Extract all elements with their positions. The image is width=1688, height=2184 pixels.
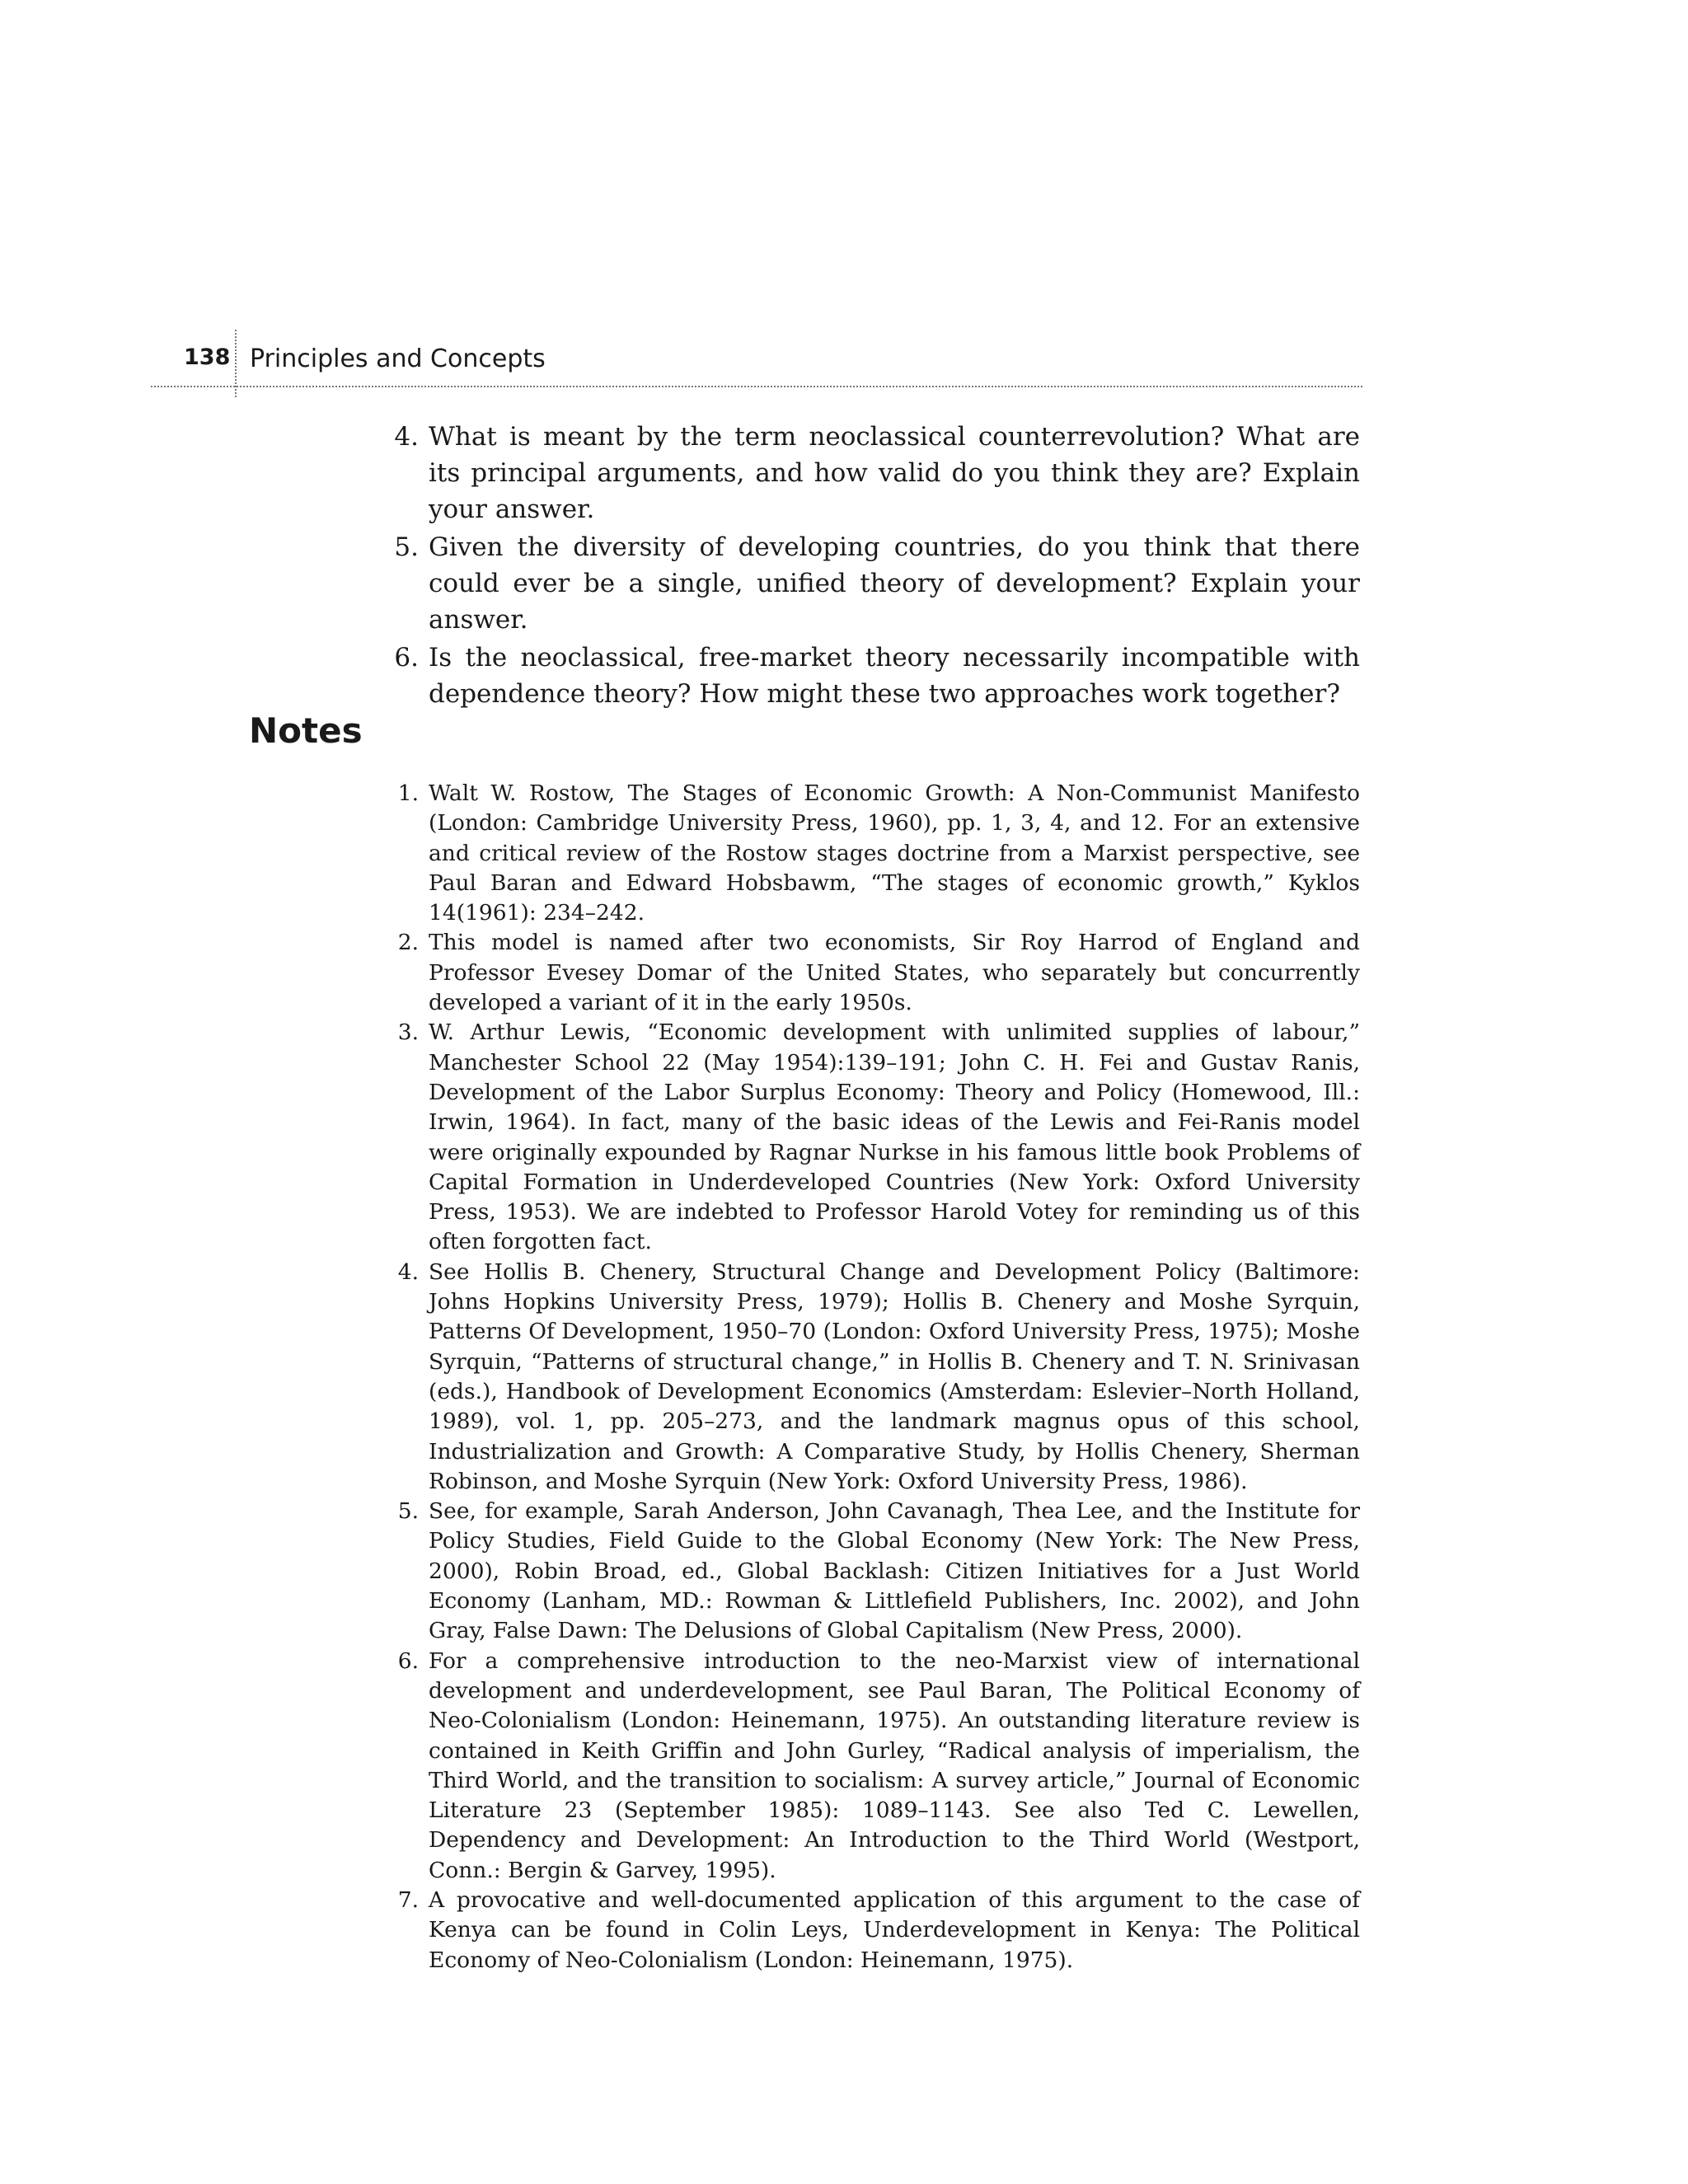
note-text: For a comprehensive introduction to the neo-Marxist view of international development and underdevelopment, see Paul Baran, The Political Economy of Neo-Colonialism (London: Heinemann, 1975). An outstanding literature review is contained in Keith Griffin and John Gurley, “Radical analysis of imperialism, the Third World, and the transition to socialism: A survey article,” Journal of Economic Literature 23 (September 1985): 1089–1143. See also Ted C. Lewellen, Dependency and Development: An Introduction to the Third World (Westport, Conn.: Bergin & Garvey, 1995).: [429, 1647, 1360, 1883]
note-text: See, for example, Sarah Anderson, John Cavanagh, Thea Lee, and the Institute for Policy Studies, Field Guide to the Global Economy (New York: The New Press, 2000), Robin Broad, ed., Global Backlash: Citizen Initiatives for a Just World Economy (Lanham, MD.: Rowman & Littlefield Publishers, Inc. 2002), and John Gray, False Dawn: The Delusions of Global Capitalism (New Press, 2000).: [429, 1498, 1360, 1644]
note-item: [387, 779, 1360, 928]
note-item: [387, 1018, 1360, 1257]
question-number: 5.: [394, 532, 419, 562]
note-item: [387, 928, 1360, 1018]
note-text: See Hollis B. Chenery, Structural Change and Development Policy (Baltimore: Johns Hopkins University Press, 1979); Hollis B. Chenery and Moshe Syrquin, Patterns Of Development, 1950–70 (London: Oxford University Press, 1975); Moshe Syrquin, “Patterns of structural change,” in Hollis B. Chenery and T. N. Srinivasan (eds.), Handbook of Development Economics (Amsterdam: Eslevier–North Holland, 1989), vol. 1, pp. 205–273, and the landmark magnus opus of this school, Industrialization and Growth: A Comparative Study, by Hollis Chenery, Sherman Robinson, and Moshe Syrquin (New York: Oxford University Press, 1986).: [429, 1258, 1360, 1494]
question-list: [387, 419, 1360, 714]
note-text: This model is named after two economists, Sir Roy Harrod of England and Professor Evesey Domar of the United States, who separately but concurrently developed a variant of it in the early 1950s.: [429, 930, 1360, 1016]
note-item: [387, 1497, 1360, 1646]
header-divider: [235, 330, 237, 397]
note-number: 4.: [397, 1258, 419, 1285]
question-item: [387, 529, 1360, 638]
question-item: [387, 640, 1360, 712]
notes-heading: Notes: [249, 710, 363, 751]
question-number: 6.: [394, 643, 419, 673]
note-item: [387, 1258, 1360, 1497]
note-number: 2.: [397, 930, 419, 956]
note-number: 3.: [397, 1019, 419, 1046]
note-text: A provocative and well-documented application of this argument to the case of Kenya can be found in Colin Leys, Underdevelopment in Kenya: The Political Economy of Neo-Colonialism (London: Heinemann, 1975).: [429, 1886, 1360, 1973]
note-item: [387, 1647, 1360, 1886]
note-number: 7.: [397, 1886, 419, 1913]
note-text: W. Arthur Lewis, “Economic development with unlimited supplies of labour,” Manchester School 22 (May 1954):139–191; John C. H. Fei and Gustav Ranis, Development of the Labor Surplus Economy: Theory and Policy (Homewood, Ill.: Irwin, 1964). In fact, many of the basic ideas of the Lewis and Fei-Ranis model were originally expounded by Ragnar Nurkse in his famous little book Problems of Capital Formation in Underdeveloped Countries (New York: Oxford University Press, 1953). We are indebted to Professor Harold Votey for reminding us of this often forgotten fact.: [429, 1019, 1360, 1255]
note-number: 1.: [397, 780, 419, 806]
note-number: 6.: [397, 1647, 419, 1674]
question-text: Given the diversity of developing countries, do you think that there could ever be a single, unified theory of development? Explain your answer.: [429, 532, 1360, 635]
notes-list: [387, 779, 1360, 1975]
page-header: [151, 330, 1362, 387]
question-text: Is the neoclassical, free-market theory necessarily incompatible with dependence theory? How might these two approaches work together?: [429, 643, 1360, 709]
page-number: 138: [184, 344, 231, 370]
note-text: Walt W. Rostow, The Stages of Economic Growth: A Non-Communist Manifesto (London: Cambridge University Press, 1960), pp. 1, 3, 4, and 12. For an extensive and critical review of the Rostow stages doctrine from a Marxist perspective, see Paul Baran and Edward Hobsbawm, “The stages of economic growth,” Kyklos 14(1961): 234–242.: [429, 780, 1360, 926]
note-item: [387, 1886, 1360, 1975]
note-number: 5.: [397, 1498, 419, 1525]
question-number: 4.: [394, 422, 419, 452]
running-head: Principles and Concepts: [250, 344, 546, 373]
question-item: [387, 419, 1360, 527]
question-text: What is meant by the term neoclassical counterrevolution? What are its principal arguments, and how valid do you think they are? Explain your answer.: [429, 422, 1360, 524]
